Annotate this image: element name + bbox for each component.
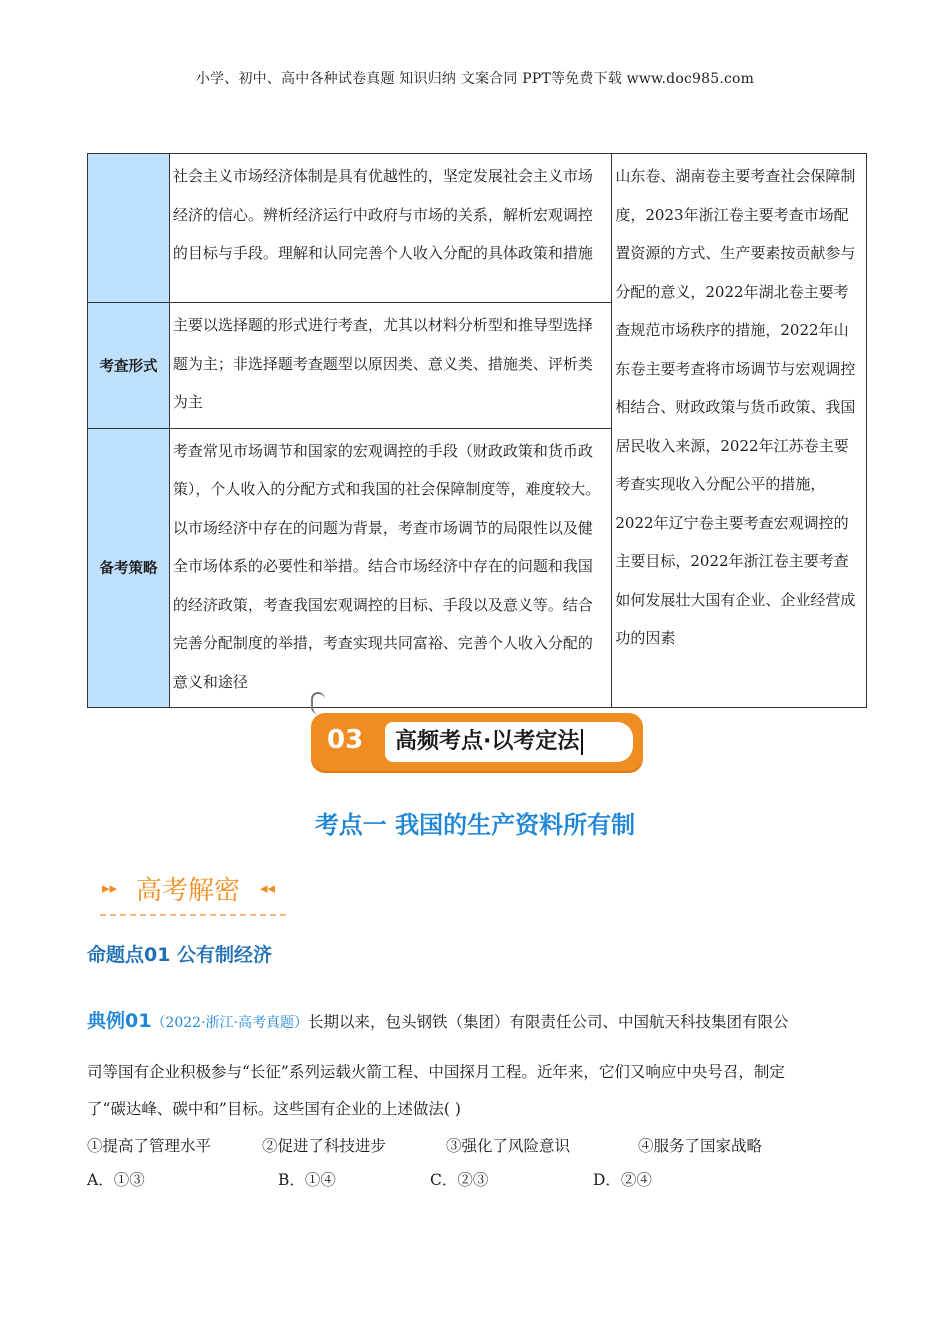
row-content: 主要以选择题的形式进行考查，尤其以材料分析型和推导型选择题为主；非选择题考查题型以原因类、意义类、措施类、评析类为主 [169,303,611,429]
sub-heading: 命题点01 公有制经济 [87,944,273,966]
row-label: 考查形式 [88,303,170,429]
example-source: （2022·浙江·高考真题） [151,1015,308,1031]
option-a[interactable]: A．①③ [87,1171,145,1189]
double-arrow-right-icon: ▸▸ [102,879,118,897]
row-label [88,154,170,303]
statement-4: ④服务了国家战略 [638,1137,763,1155]
example-text: 长期以来，包头钢铁（集团）有限责任公司、中国航天科技集团有限公 [307,1013,789,1031]
option-b[interactable]: B．①④ [278,1171,336,1189]
row-content: 社会主义市场经济体制是具有优越性的，坚定发展社会主义市场经济的信心。辨析经济运行中政府与市场的关系，解析宏观调控的目标与手段。理解和认同完善个人收入分配的具体政策和措施 [169,154,611,303]
example-label: 典例01 [87,1010,152,1032]
statement-2: ②促进了科技进步 [262,1137,387,1155]
section-banner [311,713,643,771]
text-cursor-icon [581,729,583,755]
table-row [88,154,867,303]
double-arrow-left-icon: ◂◂ [260,879,276,897]
option-c[interactable]: C．②③ [430,1171,489,1189]
page-header: 小学、初中、高中各种试卷真题 知识归纳 文案合同 PPT等免费下载 www.doc985.com [195,71,755,87]
statement-1: ①提高了管理水平 [87,1137,212,1155]
example-line-3: 了“碳达峰、碳中和”目标。这些国有企业的上述做法( ) [87,1100,461,1118]
decode-title: 高考解密 [136,876,241,906]
decode-heading [100,870,286,916]
section-title: 考点一 我国的生产资料所有制 [314,811,636,839]
statement-3: ③强化了风险意识 [446,1137,571,1155]
banner-title-box [385,722,633,762]
row-content: 考查常见市场调节和国家的宏观调控的手段（财政政策和货币政策），个人收入的分配方式和我国的社会保障制度等，难度较大。以市场经济中存在的问题为背景，考查市场调节的局限性以及健全市场体系的必要性和举措。结合市场经济中存在的问题和我国的经济政策，考查我国宏观调控的目标、手段以及意义等。结合完善分配制度的举措，考查实现共同富裕、完善个人收入分配的意义和途径 [169,428,611,708]
banner-title: 高频考点·以考定法 [395,729,580,754]
example-line-2: 司等国有企业积极参与“长征”系列运载火箭工程、中国探月工程。近年来，它们又响应中央号召，制定 [87,1063,785,1081]
option-d[interactable]: D．②④ [593,1171,652,1189]
banner-number: 03 [327,725,364,755]
exam-info-table [87,153,867,708]
row-label: 备考策略 [88,428,170,708]
example-line-1 [87,1006,867,1033]
side-notes: 山东卷、湖南卷主要考查社会保障制度，2023年浙江卷主要考查市场配置资源的方式、生产要素按贡献参与分配的意义，2022年湖北卷主要考查规范市场秩序的措施，2022年山东卷主要考查将市场调节与宏观调控相结合、财政政策与货币政策、我国居民收入来源，2022年江苏卷主要考查实现收入分配公平的措施，2022年辽宁卷主要考查宏观调控的主要目标，2022年浙江卷主要考查如何发展壮大国有企业、企业经营成功的因素 [612,154,867,708]
paperclip-icon [311,692,325,714]
